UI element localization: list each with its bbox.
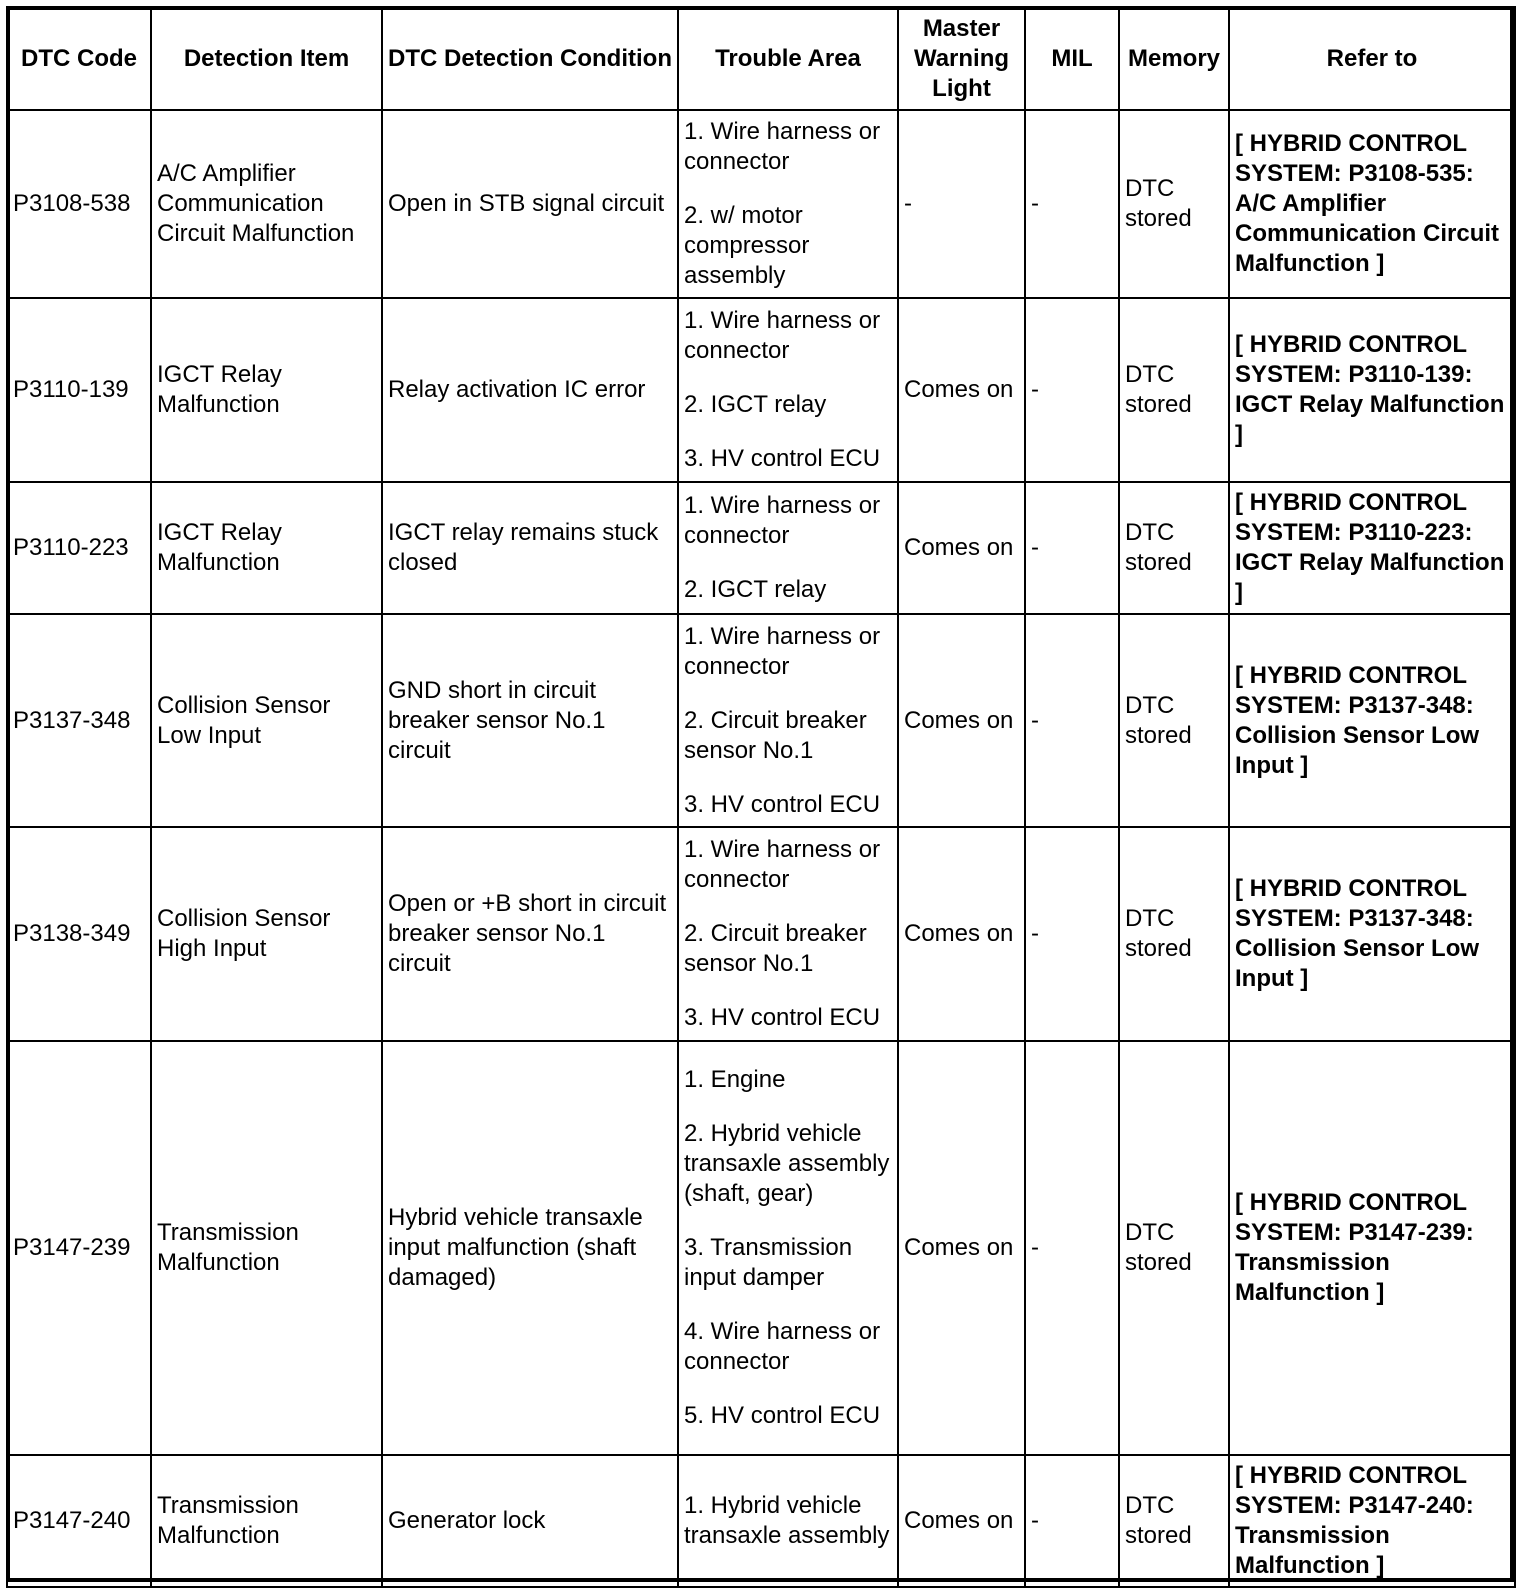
cell-detection-item: Collision Sensor Low Input xyxy=(151,614,382,827)
cell-detection-item: IGCT Relay Malfunction xyxy=(151,482,382,614)
trouble-area-item: 5. HV control ECU xyxy=(684,1402,881,1429)
trouble-area-item: 2. IGCT relay xyxy=(684,391,827,418)
cell-dtc-code: P3147-240 xyxy=(7,1455,151,1587)
cell-trouble-area xyxy=(678,1455,898,1587)
cell-dtc-code: P3137-348 xyxy=(7,614,151,827)
cell-trouble-area xyxy=(678,110,898,298)
cell-mil: - xyxy=(1025,1455,1119,1587)
trouble-area-item: 3. HV control ECU xyxy=(684,790,881,818)
table-row xyxy=(7,614,1515,827)
cell-detection-condition: Hybrid vehicle transaxle input malfunction (shaft damaged) xyxy=(382,1041,678,1455)
table-row xyxy=(7,1041,1515,1455)
cell-dtc-code: P3110-223 xyxy=(7,482,151,614)
cell-detection-condition: IGCT relay remains stuck closed xyxy=(382,482,678,614)
cell-master-warning-light: Comes on xyxy=(898,1041,1025,1455)
trouble-area-item: 4. Wire harness or connector xyxy=(684,1318,881,1375)
cell-mil: - xyxy=(1025,827,1119,1041)
cell-mil: - xyxy=(1025,1041,1119,1455)
cell-trouble-area xyxy=(678,614,898,827)
trouble-area-item: 3. HV control ECU xyxy=(684,445,881,472)
cell-trouble-area xyxy=(678,1041,898,1455)
trouble-area-item: 1. Engine xyxy=(684,1066,786,1093)
cell-detection-item: A/C Amplifier Communication Circuit Malfunction xyxy=(151,110,382,298)
trouble-area-item: 1. Hybrid vehicle transaxle assembly xyxy=(684,1492,890,1549)
header-mil: MIL xyxy=(1025,7,1119,110)
cell-mil: - xyxy=(1025,298,1119,482)
cell-detection-item: Transmission Malfunction xyxy=(151,1041,382,1455)
header-dtc-code: DTC Code xyxy=(7,7,151,110)
trouble-area-item: 2. w/ motor compressor assembly xyxy=(684,202,810,289)
cell-master-warning-light: Comes on xyxy=(898,298,1025,482)
cell-detection-condition: Relay activation IC error xyxy=(382,298,678,482)
trouble-area-item: 3. HV control ECU xyxy=(684,1004,881,1031)
cell-trouble-area xyxy=(678,298,898,482)
cell-detection-item: Collision Sensor High Input xyxy=(151,827,382,1041)
cell-master-warning-light: Comes on xyxy=(898,1455,1025,1587)
cell-trouble-area xyxy=(678,827,898,1041)
header-detection-item: Detection Item xyxy=(151,7,382,110)
cell-memory: DTC stored xyxy=(1119,1041,1229,1455)
cell-memory: DTC stored xyxy=(1119,1455,1229,1587)
cell-memory: DTC stored xyxy=(1119,298,1229,482)
cell-refer-to: [ HYBRID CONTROL SYSTEM: P3137-348: Collision Sensor Low Input ] xyxy=(1229,827,1515,1041)
trouble-area-item: 3. Transmission input damper xyxy=(684,1234,853,1291)
table-row xyxy=(7,482,1515,614)
cell-dtc-code: P3138-349 xyxy=(7,827,151,1041)
cell-refer-to: [ HYBRID CONTROL SYSTEM: P3110-139: IGCT Relay Malfunction ] xyxy=(1229,298,1515,482)
cell-mil: - xyxy=(1025,110,1119,298)
trouble-area-item: 1. Wire harness or connector xyxy=(684,622,881,680)
cell-refer-to: [ HYBRID CONTROL SYSTEM: P3110-223: IGCT Relay Malfunction ] xyxy=(1229,482,1515,614)
cell-refer-to: [ HYBRID CONTROL SYSTEM: P3137-348: Collision Sensor Low Input ] xyxy=(1229,614,1515,827)
cell-master-warning-light: Comes on xyxy=(898,614,1025,827)
cell-memory: DTC stored xyxy=(1119,482,1229,614)
header-refer-to: Refer to xyxy=(1229,7,1515,110)
cell-detection-item: IGCT Relay Malfunction xyxy=(151,298,382,482)
trouble-area-item: 2. Circuit breaker sensor No.1 xyxy=(684,920,867,977)
cell-detection-condition: Open or +B short in circuit breaker sensor No.1 circuit xyxy=(382,827,678,1041)
cell-refer-to: [ HYBRID CONTROL SYSTEM: P3147-240: Transmission Malfunction ] xyxy=(1229,1455,1515,1587)
cell-refer-to: [ HYBRID CONTROL SYSTEM: P3147-239: Transmission Malfunction ] xyxy=(1229,1041,1515,1455)
cell-master-warning-light: Comes on xyxy=(898,482,1025,614)
trouble-area-item: 1. Wire harness or connector xyxy=(684,836,881,893)
cell-detection-condition: GND short in circuit breaker sensor No.1 circuit xyxy=(382,614,678,827)
trouble-area-item: 1. Wire harness or connector xyxy=(684,492,881,549)
header-row xyxy=(7,7,1515,110)
cell-dtc-code: P3147-239 xyxy=(7,1041,151,1455)
cell-detection-condition: Generator lock xyxy=(382,1455,678,1587)
table-row xyxy=(7,110,1515,298)
cell-dtc-code: P3108-538 xyxy=(7,110,151,298)
table-row xyxy=(7,1455,1515,1587)
cell-master-warning-light: Comes on xyxy=(898,827,1025,1041)
cell-memory: DTC stored xyxy=(1119,827,1229,1041)
cell-mil: - xyxy=(1025,482,1119,614)
cell-dtc-code: P3110-139 xyxy=(7,298,151,482)
trouble-area-item: 1. Wire harness or connector xyxy=(684,118,881,175)
trouble-area-item: 2. IGCT relay xyxy=(684,576,827,603)
header-trouble-area: Trouble Area xyxy=(678,7,898,110)
header-memory: Memory xyxy=(1119,7,1229,110)
cell-trouble-area xyxy=(678,482,898,614)
cell-mil: - xyxy=(1025,614,1119,827)
dtc-table xyxy=(6,6,1516,1588)
cell-memory: DTC stored xyxy=(1119,110,1229,298)
cell-detection-item: Transmission Malfunction xyxy=(151,1455,382,1587)
cell-master-warning-light: - xyxy=(898,110,1025,298)
cell-detection-condition: Open in STB signal circuit xyxy=(382,110,678,298)
table-row xyxy=(7,827,1515,1041)
trouble-area-item: 2. Circuit breaker sensor No.1 xyxy=(684,706,867,764)
trouble-area-item: 2. Hybrid vehicle transaxle assembly (shaft, gear) xyxy=(684,1120,890,1207)
cell-memory: DTC stored xyxy=(1119,614,1229,827)
cell-refer-to: [ HYBRID CONTROL SYSTEM: P3108-535: A/C Amplifier Communication Circuit Malfunction ] xyxy=(1229,110,1515,298)
header-master-warning-light: Master Warning Light xyxy=(898,7,1025,110)
trouble-area-item: 1. Wire harness or connector xyxy=(684,307,881,364)
table-row xyxy=(7,298,1515,482)
header-detection-condition: DTC Detection Condition xyxy=(382,7,678,110)
